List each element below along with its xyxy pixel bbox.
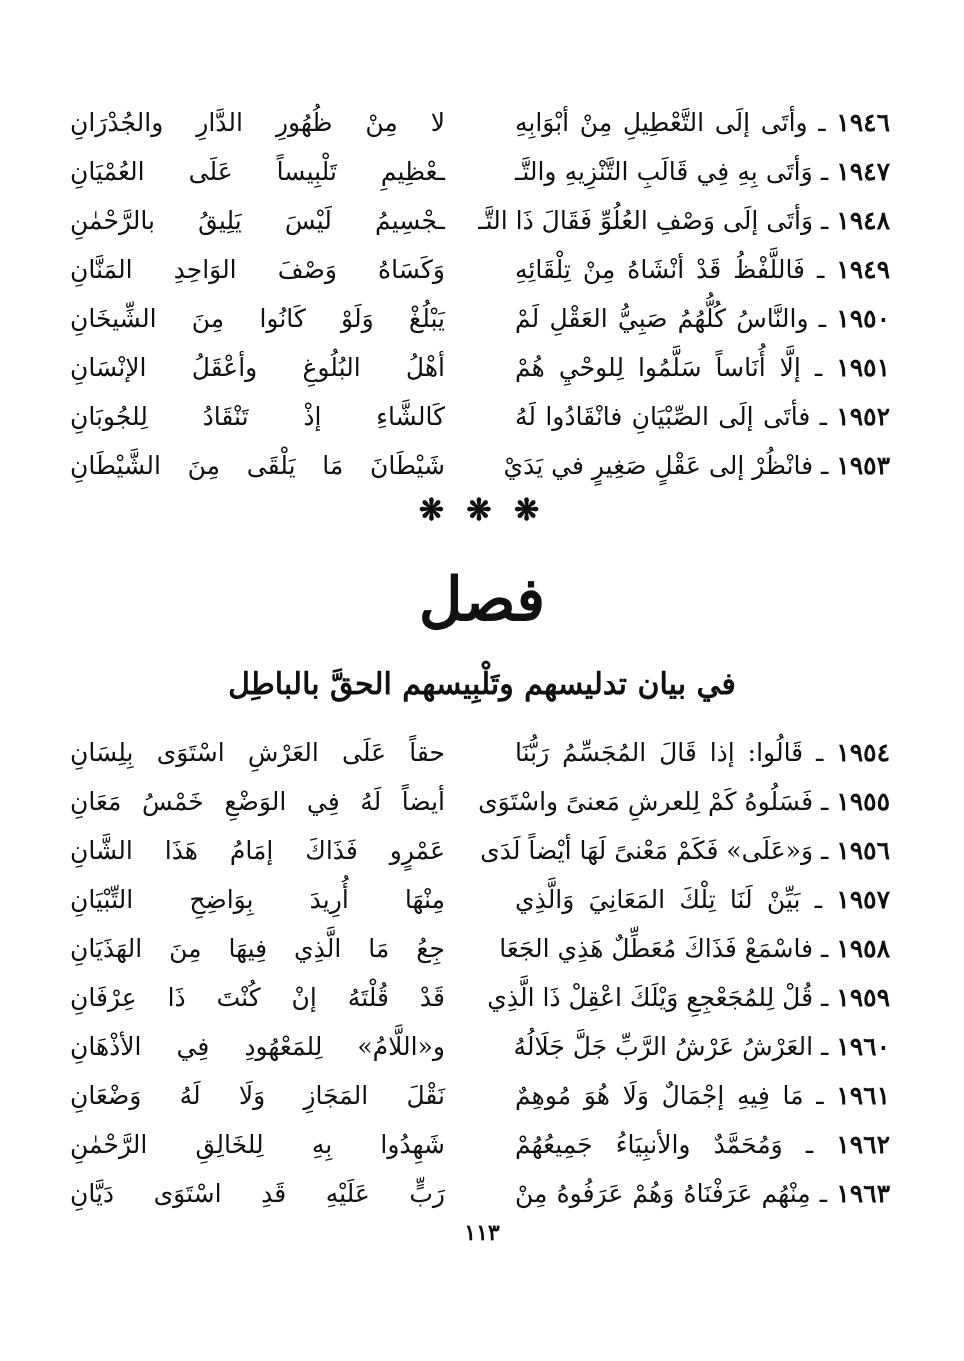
hemistich-text: مَا فِيهِ إجْمَالٌ وَلَا هُوَ مُوهِمٌ <box>515 1081 804 1110</box>
verse <box>70 728 890 777</box>
first-hemistich: ١٩٦٢ ـ وَمُحَمَّدٌ والأنبِيَاءُ جَمِيعُهُمْ <box>515 1130 890 1159</box>
verse <box>70 196 890 245</box>
verse <box>70 1169 890 1218</box>
verse <box>70 924 890 973</box>
verse-number: ١٩٦٣ <box>836 1179 890 1208</box>
verse-number: ١٩٥٨ <box>836 934 890 963</box>
verse-number: ١٩٤٨ <box>836 206 890 235</box>
first-hemistich: ١٩٤٧ ـ وَأتَى بِهِ فِي قَالَبِ التَّنْزِيهِ والتَّـ <box>515 157 890 186</box>
verse-number: ١٩٤٩ <box>836 255 891 284</box>
verse-number: ١٩٥٠ <box>836 304 890 333</box>
verse <box>70 245 890 294</box>
verse-number: ١٩٤٦ <box>836 108 890 137</box>
second-hemistich: حقاً عَلَى العَرْشِ اسْتَوَى بِلِسَانِ <box>70 738 445 767</box>
second-hemistich: شَيْطَانَ مَا يَلْقَى مِنَ الشَّيْطَانِ <box>70 451 445 480</box>
second-hemistich: عَمْرٍو فَذَاكَ إمَامُ هَذَا الشَّانِ <box>70 836 445 865</box>
chapter-subtitle: في بيان تدليسهم وتَلْبِيسهم الحقَّ بالباطِل <box>228 667 736 702</box>
first-hemistich: ١٩٥١ ـ إلَّا أُنَاساً سَلَّمُوا لِلوحْيِ هُمْ <box>515 353 890 382</box>
hemistich-text: بَيِّنْ لَنَا تِلْكَ المَعَانِيَ وَالَّذِي <box>515 885 801 914</box>
page-number: ١١٣ <box>464 1220 500 1246</box>
verse-number: ١٩٥٢ <box>836 402 890 431</box>
second-hemistich: لا مِنْ ظُهُورِ الدَّارِ والجُدْرَانِ <box>70 108 445 137</box>
verse <box>70 1120 890 1169</box>
first-hemistich: ١٩٦٣ ـ مِنْهُم عَرَفْنَاهُ وَهُمْ عَرَفُوهُ مِنْ <box>515 1179 890 1208</box>
verse <box>70 343 890 392</box>
second-hemistich: شَهِدُوا بِهِ لِلخَالِقِ الرَّحْمٰنِ <box>70 1130 445 1159</box>
first-hemistich: ١٩٥٠ ـ والنَّاسُ كُلُّهُمُ صَبِيُّ العَقْلِ لَمْ <box>515 304 890 333</box>
hemistich-text: وَأتَى إلَى وَصْفِ العُلُوِّ فَقَالَ ذَا التَّـ <box>478 206 814 235</box>
verse-number: ١٩٤٧ <box>836 157 890 186</box>
verse <box>70 441 890 490</box>
verse <box>70 392 890 441</box>
first-hemistich: ١٩٥٨ ـ فاسْمَعْ فَذَاكَ مُعَطِّلٌ هَذِي الجَعَا <box>499 934 890 963</box>
hemistich-text: قَالُوا: إذا قَالَ المُجَسِّمُ رَبُّنَا <box>515 738 804 767</box>
verse <box>70 294 890 343</box>
hemistich-text: فَاللَّفْظُ قَدْ أنْشَاهُ مِنْ تِلْقَائِهِ <box>515 255 806 284</box>
first-hemistich: ١٩٥٤ ـ قَالُوا: إذا قَالَ المُجَسِّمُ رَبُّنَا <box>515 738 890 767</box>
first-hemistich: ١٩٦١ ـ مَا فِيهِ إجْمَالٌ وَلَا هُوَ مُوهِمٌ <box>515 1081 890 1110</box>
verse-number: ١٩٥٤ <box>836 738 890 767</box>
verses-top <box>70 98 890 490</box>
first-hemistich: ١٩٤٩ ـ فَاللَّفْظُ قَدْ أنْشَاهُ مِنْ تِلْقَائِهِ <box>515 255 891 284</box>
section-separator: ❋ ❋ ❋ <box>418 493 546 528</box>
second-hemistich: جِعُ مَا الَّذِي فِيهَا مِنَ الهَذَيَانِ <box>70 934 445 963</box>
verses-bottom <box>70 728 890 1218</box>
hemistich-text: فأتَى إلَى الصِّبْيَانِ فانْقَادُوا لَهُ <box>515 402 811 431</box>
first-hemistich: ١٩٥٩ ـ قُلْ لِلمُجَعْجِعِ وَيْلَكَ اعْقِلْ ذَا الَّذِي <box>487 983 890 1012</box>
second-hemistich: ـجْسِيمُ لَيْسَ يَلِيقُ بالرَّحْمٰنِ <box>70 206 445 235</box>
hemistich-text: وَأتَى بِهِ فِي قَالَبِ التَّنْزِيهِ والتَّـ <box>515 157 813 186</box>
hemistich-text: والنَّاسُ كُلُّهُمُ صَبِيُّ العَقْلِ لَمْ <box>515 304 809 333</box>
second-hemistich: مِنْهَا أُرِيدَ بِوَاضِحِ التِّبْيَانِ <box>70 885 445 914</box>
hemistich-text: فَسَلُوهُ كَمْ لِلعرشِ مَعنىً واسْتَوَى <box>478 787 814 816</box>
first-hemistich: ١٩٥٥ ـ فَسَلُوهُ كَمْ لِلعرشِ مَعنىً واسْتَوَى <box>478 787 890 816</box>
second-hemistich: قَدْ قُلْتَهُ إنْ كُنْتَ ذَا عِرْفَانِ <box>70 983 445 1012</box>
first-hemistich: ١٩٦٠ ـ العَرْشُ عَرْشُ الرَّبِّ جَلَّ جَلَالُهُ <box>513 1032 890 1061</box>
second-hemistich: كَالشَّاءِ إذْ تَنْقَادُ لِلجُوبَانِ <box>70 402 445 431</box>
verse-number: ١٩٥١ <box>836 353 890 382</box>
second-hemistich: أيضاً لَهُ فِي الوَضْعِ خَمْسُ مَعَانِ <box>70 787 445 816</box>
verse-number: ١٩٦٠ <box>836 1032 890 1061</box>
verse-number: ١٩٦٢ <box>836 1130 890 1159</box>
verse <box>70 875 890 924</box>
second-hemistich: أهْلُ البُلُوغِ وأعْقَلُ الإنْسَانِ <box>70 353 445 382</box>
first-hemistich: ١٩٤٨ ـ وَأتَى إلَى وَصْفِ العُلُوِّ فَقَالَ ذَا التَّـ <box>478 206 890 235</box>
hemistich-text: وَمُحَمَّدٌ والأنبِيَاءُ جَمِيعُهُمْ <box>515 1130 783 1159</box>
first-hemistich: ١٩٥٧ ـ بَيِّنْ لَنَا تِلْكَ المَعَانِيَ وَالَّذِي <box>515 885 891 914</box>
chapter-title: فصل <box>418 565 546 635</box>
hemistich-text: العَرْشُ عَرْشُ الرَّبِّ جَلَّ جَلَالُهُ <box>513 1032 814 1061</box>
hemistich-text: وَ«عَلَى» فَكَمْ مَعْنىً لَهَا أيْضاً لَدَى <box>480 836 814 865</box>
second-hemistich: ـعْظِيمِ تَلْبِيساً عَلَى العُمْيَانِ <box>70 157 445 186</box>
first-hemistich: ١٩٥٣ ـ فانْظُرْ إلى عَقْلٍ صَغِيرٍ في يَدَيْ <box>503 451 890 480</box>
verse-number: ١٩٥٩ <box>836 983 890 1012</box>
first-hemistich: ١٩٥٦ ـ وَ«عَلَى» فَكَمْ مَعْنىً لَهَا أيْضاً لَدَى <box>480 836 890 865</box>
hemistich-text: قُلْ لِلمُجَعْجِعِ وَيْلَكَ اعْقِلْ ذَا الَّذِي <box>487 983 814 1012</box>
second-hemistich: يَبْلُغْ وَلَوْ كَانُوا مِنَ الشِّيخَانِ <box>70 304 445 333</box>
verse <box>70 973 890 1022</box>
second-hemistich: رَبٍّ عَلَيْهِ قَدِ اسْتَوَى دَيَّانِ <box>70 1179 445 1208</box>
second-hemistich: و«اللَّامُ» لِلمَعْهُودِ فِي الأذْهَانِ <box>70 1032 445 1061</box>
first-hemistich: ١٩٤٦ ـ وأتَى إلَى التَّعْطِيلِ مِنْ أبْوَابِهِ <box>515 108 890 137</box>
first-hemistich: ١٩٥٢ ـ فأتَى إلَى الصِّبْيَانِ فانْقَادُوا لَهُ <box>515 402 890 431</box>
verse <box>70 147 890 196</box>
hemistich-text: فاسْمَعْ فَذَاكَ مُعَطِّلٌ هَذِي الجَعَا <box>499 934 814 963</box>
second-hemistich: نَقْلَ المَجَازِ وَلَا لَهُ وَضْعَانِ <box>70 1081 445 1110</box>
verse-number: ١٩٥٧ <box>836 885 891 914</box>
hemistich-text: إلَّا أُنَاساً سَلَّمُوا لِلوحْيِ هُمْ <box>515 353 801 382</box>
verse-number: ١٩٥٣ <box>836 451 890 480</box>
verse <box>70 826 890 875</box>
verse-number: ١٩٥٥ <box>836 787 890 816</box>
verse-number: ١٩٦١ <box>836 1081 890 1110</box>
second-hemistich: وَكَسَاهُ وَصْفَ الوَاحِدِ المَنَّانِ <box>70 255 445 284</box>
verse-number: ١٩٥٦ <box>836 836 890 865</box>
hemistich-text: فانْظُرْ إلى عَقْلٍ صَغِيرٍ في يَدَيْ <box>503 451 814 480</box>
verse <box>70 98 890 147</box>
hemistich-text: وأتَى إلَى التَّعْطِيلِ مِنْ أبْوَابِهِ <box>515 108 808 137</box>
verse <box>70 1071 890 1120</box>
verse <box>70 777 890 826</box>
verse <box>70 1022 890 1071</box>
hemistich-text: مِنْهُم عَرَفْنَاهُ وَهُمْ عَرَفُوهُ مِنْ <box>515 1179 811 1208</box>
